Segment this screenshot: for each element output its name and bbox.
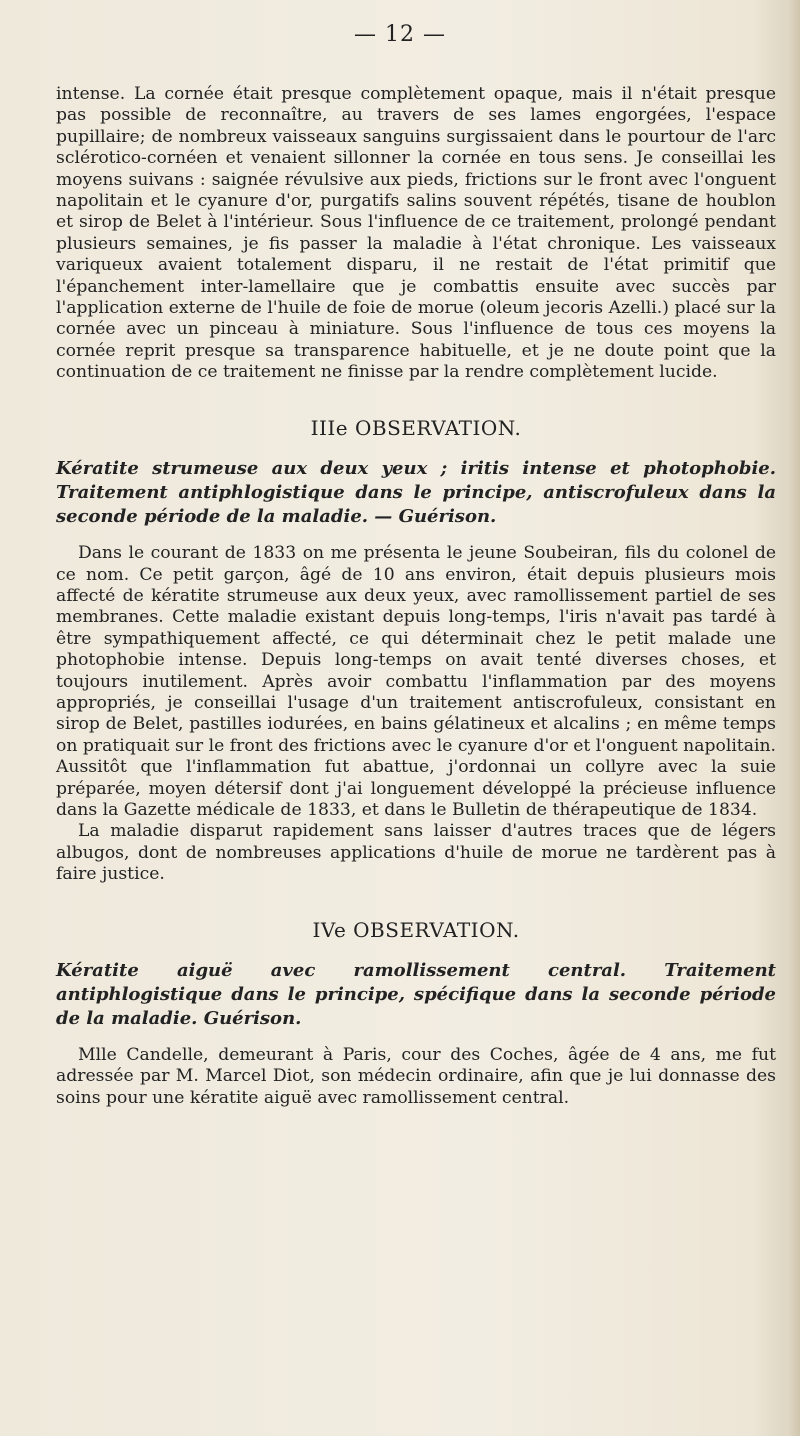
- text-column: [56, 84, 776, 1109]
- observation-3-heading: IIIe OBSERVATION.: [310, 415, 522, 440]
- observation-3-body: Dans le courant de 1833 on me présenta le jeune Soubeiran, fils du colonel de ce nom. Ce petit garçon, âgé de 10 ans environ, était depuis plusieurs mois affecté de kératite strumeuse aux deux yeux, avec ramollissement partiel de ses membranes. Cette maladie existant depuis long-temps, l'iris n'avait pas tardé à être sympathiquement affecté, ce qui déterminait chez le petit malade une photophobie intense. Depuis long-temps on avait tenté diverses choses, et toujours inutilement. Après avoir combattu l'inflammation par des moyens appropriés, je conseillai l'usage d'un traitement antiscrofuleux, consistant en sirop de Belet, pastilles iodurées, en bains gélatineux et alcalins ; en même temps on pratiquait sur le front des frictions avec le cyanure d'or et l'onguent napolitain. Aussitôt que l'inflammation fut abattue, j'ordonnai un collyre avec la suie préparée, moyen détersif dont j'ai longuement développé la précieuse influence dans la Gazette médicale de 1833, et dans le Bulletin de thérapeutique de 1834.: [56, 543, 776, 820]
- page-edge: [786, 0, 800, 1436]
- observation-3-subtitle: Kératite strumeuse aux deux yeux ; iritis intense et photophobie. Traitement antiphlogistique dans le principe, antiscrofuleux dans la seconde période de la maladie. — Guérison.: [56, 458, 776, 528]
- observation-4-body: Mlle Candelle, demeurant à Paris, cour des Coches, âgée de 4 ans, me fut adressée par M. Marcel Diot, son médecin ordinaire, afin que je lui donnasse des soins pour une kératite aiguë avec ramollissement central.: [56, 1045, 776, 1108]
- observation-4-subtitle: Kératite aiguë avec ramollissement central. Traitement antiphlogistique dans le principe, spécifique dans la seconde période de la maladie. Guérison.: [56, 960, 776, 1029]
- page-number: — 12 —: [354, 22, 446, 47]
- observation-3-conclusion: La maladie disparut rapidement sans laisser d'autres traces que de légers albugos, dont de nombreuses applications d'huile de morue ne tardèrent pas à faire justice.: [56, 821, 776, 885]
- observation-4-heading: IVe OBSERVATION.: [312, 917, 520, 942]
- paragraph-continuation: intense. La cornée était presque complètement opaque, mais il n'était presque pas possible de reconnaître, au travers de ses lames engorgées, l'espace pupillaire; de nombreux vaisseaux sanguins surgissaient dans le pourtour de l'arc sclérotico-cornéen et venaient sillonner la cornée en tous sens. Je conseillai les moyens suivans : saignée révulsive aux pieds, frictions sur le front avec l'onguent napolitain et le cyanure d'or, purgatifs salins souvent répétés, tisane de houblon et sirop de Belet à l'intérieur. Sous l'influence de ce traitement, prolongé pendant plusieurs semaines, je fis passer la maladie à l'état chronique. Les vaisseaux variqueux avaient totalement disparu, il ne restait de l'état primitif que l'épanchement inter-lamellaire que je combattis ensuite avec succès par l'application externe de l'huile de foie de morue (oleum jecoris Azelli.) placé sur la cornée avec un pinceau à miniature. Sous l'influence de tous ces moyens la cornée reprit presque sa transparence habituelle, et je ne doute point que la continuation de ce traitement ne finisse par la rendre complètement lucide.: [56, 84, 776, 383]
